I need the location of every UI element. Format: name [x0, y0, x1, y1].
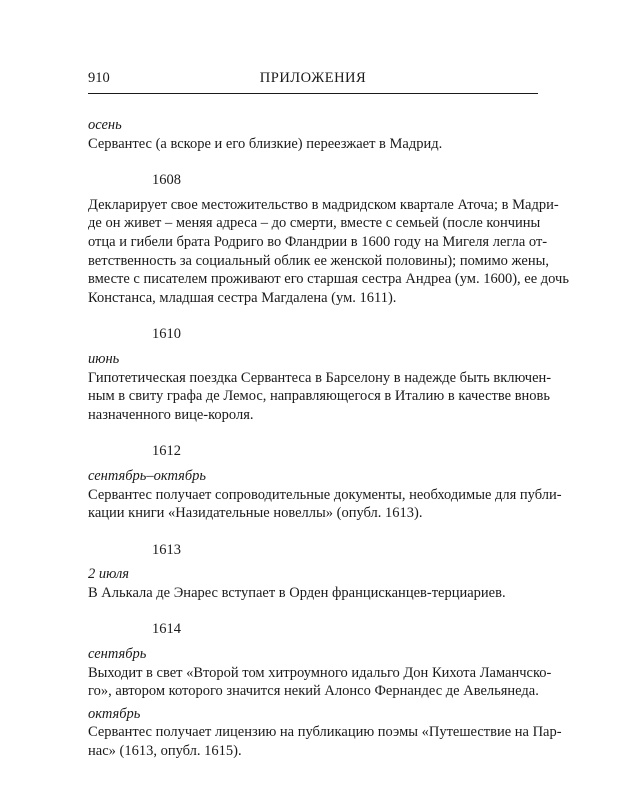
text-line: де он живет – меняя адреса – до смерти, вместе с семьей (после кончины	[88, 215, 541, 232]
entry-text	[88, 369, 552, 425]
entry-text	[88, 723, 562, 760]
text-line: Сервантес (а вскоре и его близкие) переезжает в Мадрид.	[88, 135, 443, 152]
chronology-body	[88, 116, 569, 761]
text-line: го», автором которого значится некий Алонсо Фернандес де Авельянеда.	[88, 683, 539, 700]
entry-date: сентябрь	[88, 646, 147, 663]
entry-year: 1612	[152, 443, 181, 460]
page-number: 910	[88, 70, 110, 86]
header-rule	[88, 93, 538, 94]
entry-year: 1610	[152, 326, 181, 343]
text-line: нас» (1613, опубл. 1615).	[88, 743, 242, 760]
text-line: отца и гибели брата Родриго во Фландрии в 1600 году на Мигеля легла от-	[88, 233, 548, 250]
chronology-entry	[88, 620, 552, 700]
text-line: Констанса, младшая сестра Магдалена (ум. 1611).	[88, 289, 397, 306]
entry-date: октябрь	[88, 705, 141, 722]
entry-year: 1614	[152, 621, 181, 638]
chronology-entry	[88, 116, 538, 153]
chronology-entry	[88, 541, 538, 603]
entry-text	[88, 584, 538, 603]
running-header	[88, 70, 538, 92]
text-line: Декларирует свое местожительство в мадридском квартале Аточа; в Мадри-	[88, 196, 559, 213]
entry-text	[88, 664, 552, 701]
entry-text	[88, 196, 569, 308]
text-line: ным в свиту графа де Лемос, направляющегося в Италию в качестве вновь	[88, 388, 551, 405]
text-line: ветственность за социальный облик ее женской половины); помимо жены,	[88, 252, 549, 269]
entry-text	[88, 486, 562, 523]
entry-date: осень	[88, 117, 122, 133]
entry-date: сентябрь–октябрь	[88, 467, 207, 484]
entry-year: 1608	[152, 172, 181, 189]
text-line: Выходит в свет «Второй том хитроумного идальго Дон Кихота Ламанчско-	[88, 664, 552, 681]
text-line: Сервантес получает сопроводительные документы, необходимые для публи-	[88, 486, 562, 503]
entry-date: 2 июля	[88, 566, 130, 583]
text-line: назначенного вице-короля.	[88, 406, 254, 423]
text-line: Гипотетическая поездка Сервантеса в Барселону в надежде быть включен-	[88, 369, 552, 386]
entry-year: 1613	[152, 541, 181, 558]
chronology-entry	[88, 701, 562, 761]
text-line: вместе с писателем проживают его старшая сестра Андреа (ум. 1600), ее дочь	[88, 271, 569, 288]
chronology-entry	[88, 442, 562, 522]
text-line: кации книги «Назидательные новеллы» (опубл. 1613).	[88, 505, 423, 522]
text-line: Сервантес получает лицензию на публикацию поэмы «Путешествие на Пар-	[88, 724, 562, 741]
running-title: ПРИЛОЖЕНИЯ	[259, 70, 367, 86]
entry-text	[88, 135, 538, 154]
chronology-entry	[88, 171, 569, 307]
text-line: В Алькала де Энарес вступает в Орден францисканцев-терциариев.	[88, 584, 506, 601]
entry-date: июнь	[88, 350, 120, 367]
chronology-entry	[88, 325, 552, 424]
